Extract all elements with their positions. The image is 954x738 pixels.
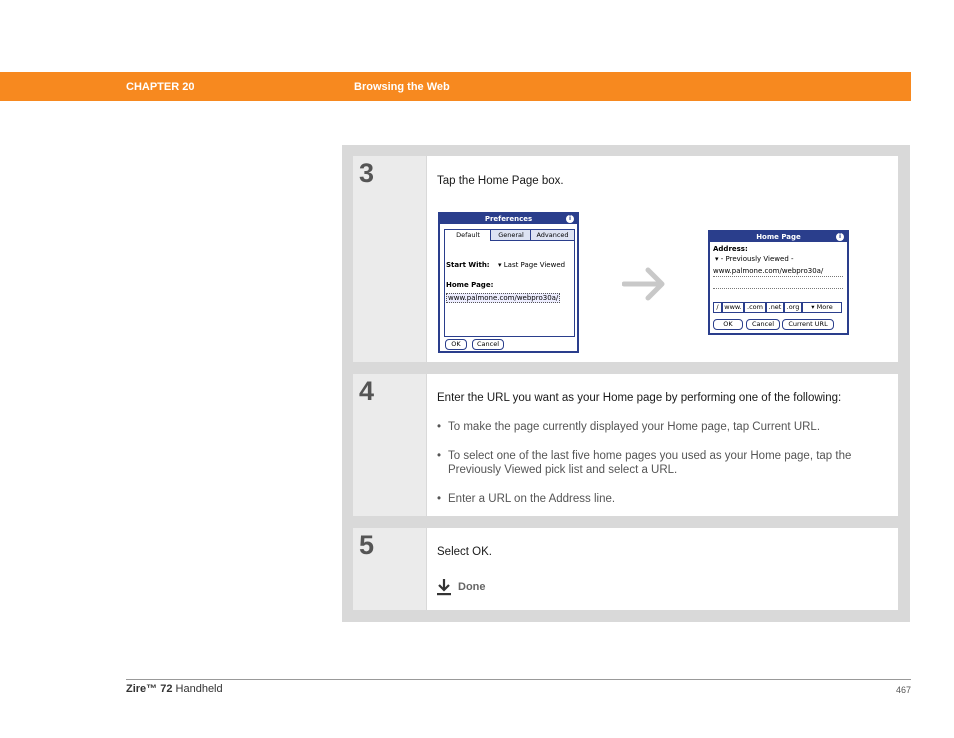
done-label: Done: [458, 581, 486, 593]
more-picker[interactable]: [802, 302, 842, 313]
chapter-label: CHAPTER 20: [126, 81, 195, 93]
address-label: Address:: [713, 245, 748, 253]
more-label: More: [816, 303, 833, 311]
bullet-text: Enter a URL on the Address line.: [448, 493, 616, 505]
slash-key[interactable]: /: [713, 302, 722, 313]
start-with-value: Last Page Viewed: [503, 261, 566, 269]
dropdown-arrow-icon: ▾: [498, 261, 502, 269]
bullet-item: • To select one of the last five home pages you used as your Home page, tap the Previously Viewed pick list and select a URL.: [437, 449, 887, 477]
step-4-number: 4: [359, 376, 375, 406]
page-number: 467: [895, 685, 911, 695]
start-with-label: Start With:: [446, 261, 490, 269]
right-arrow-icon: [622, 266, 668, 302]
net-key[interactable]: .net: [766, 302, 784, 313]
step-4-text: Enter the URL you want as your Home page by performing one of the following:: [437, 392, 842, 404]
info-icon: i: [836, 233, 844, 241]
home-page-box[interactable]: www.palmone.com/webpro30a/: [448, 294, 559, 302]
footer-divider: [126, 679, 911, 680]
product-name: [126, 683, 223, 695]
tab-default[interactable]: Default: [444, 229, 492, 240]
section-title: Browsing the Web: [354, 81, 450, 93]
step-5-text: Select OK.: [437, 546, 492, 558]
ok-button[interactable]: OK: [445, 339, 467, 350]
done-arrow-icon: [436, 578, 452, 596]
product-name-rest: Handheld: [172, 683, 223, 695]
home-page-screen: [708, 230, 849, 335]
previously-viewed-label: - Previously Viewed -: [720, 255, 794, 263]
current-url-button[interactable]: Current URL: [782, 319, 834, 330]
home-page-title: Home Page: [710, 232, 847, 242]
info-icon: i: [566, 215, 574, 223]
dropdown-arrow-icon: ▾: [715, 255, 719, 263]
step-3-text: Tap the Home Page box.: [437, 175, 564, 187]
previously-viewed-picker[interactable]: [715, 255, 794, 263]
step-5-body: [427, 528, 898, 610]
bullet-item: • Enter a URL on the Address line.: [437, 492, 887, 506]
product-name-bold: Zire™ 72: [126, 683, 173, 695]
cancel-button[interactable]: Cancel: [472, 339, 504, 350]
address-line: [713, 288, 843, 289]
step-3-number: 3: [359, 158, 375, 188]
step-5-number: 5: [359, 530, 375, 560]
ok-button[interactable]: OK: [713, 319, 743, 330]
preferences-title: Preferences: [440, 214, 577, 224]
address-line: [713, 276, 843, 277]
bullet-text: To select one of the last five home pages you used as your Home page, tap the Previously Viewed pick list and select a URL.: [448, 450, 852, 476]
bullet-item: • To make the page currently displayed your Home page, tap Current URL.: [437, 420, 887, 434]
home-page-label: Home Page:: [446, 281, 494, 289]
com-key[interactable]: .com: [744, 302, 766, 313]
tab-general[interactable]: General: [490, 229, 532, 241]
org-key[interactable]: .org: [784, 302, 802, 313]
start-with-picker[interactable]: [498, 261, 565, 269]
www-key[interactable]: www.: [722, 302, 744, 313]
preferences-screen: [438, 212, 579, 353]
tab-advanced[interactable]: Advanced: [530, 229, 575, 241]
address-field[interactable]: www.palmone.com/webpro30a/: [713, 267, 824, 275]
cancel-button[interactable]: Cancel: [746, 319, 780, 330]
dropdown-arrow-icon: ▾: [811, 303, 815, 311]
bullet-text: To make the page currently displayed your Home page, tap Current URL.: [448, 421, 821, 433]
